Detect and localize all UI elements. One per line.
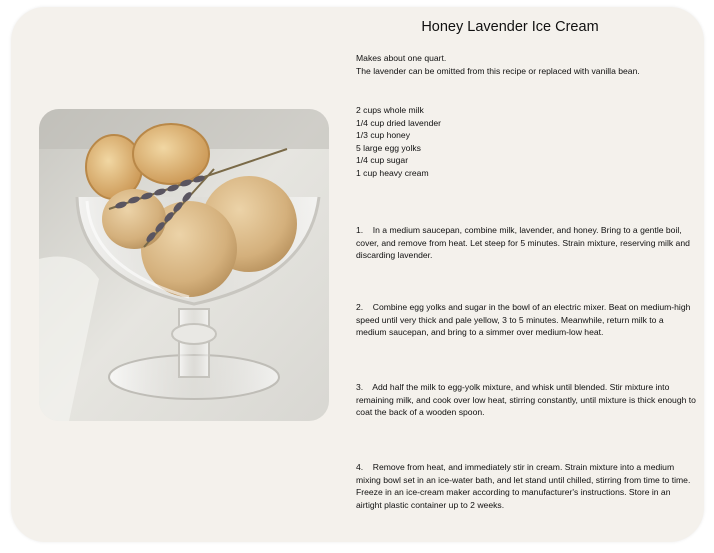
ingredient-item: 1/4 cup dried lavender: [356, 117, 442, 128]
ingredient-item: 1 cup heavy cream: [356, 167, 429, 178]
recipe-intro: [356, 52, 696, 77]
step-number: 3.: [356, 382, 364, 392]
step-text: Add half the milk to egg-yolk mixture, and whisk until blended. Stir mixture into remaining milk, and cook over low heat, stirring constantly, until mixture is thick enough to coat the back of a wooden spoon.: [356, 382, 696, 418]
instruction-step: [356, 224, 696, 262]
instruction-step: [356, 381, 696, 419]
ingredient-item: 1/4 cup sugar: [356, 155, 409, 166]
instruction-step: [356, 301, 696, 339]
step-number: 2.: [356, 302, 364, 312]
step-text: Combine egg yolks and sugar in the bowl of an electric mixer. Beat on medium-high speed until very thick and pale yellow, 3 to 5 minutes. Meanwhile, return milk to a medium saucepan, and bring to a simmer over medium-low heat.: [356, 302, 691, 338]
recipe-title: Honey Lavender Ice Cream: [421, 19, 599, 35]
ingredient-list: [356, 104, 556, 180]
ice-cream-photo: [39, 109, 329, 421]
ingredient-item: 2 cups whole milk: [356, 105, 424, 115]
step-text: Remove from heat, and immediately stir in cream. Strain mixture into a medium mixing bowl set in an ice-water bath, and let stand until chilled, stirring from time to time. Freeze in an ice-cream maker according to manufacturer's instructions. Store in an airtight plastic container up to 2 weeks.: [356, 462, 691, 510]
intro-yield: Makes about one quart.: [356, 53, 447, 63]
step-number: 4.: [356, 462, 364, 472]
instruction-step: [356, 461, 696, 511]
step-number: 1.: [356, 225, 364, 235]
step-text: In a medium saucepan, combine milk, lavender, and honey. Bring to a gentle boil, cover, and remove from heat. Let steep for 5 minutes. Strain mixture, reserving milk and discarding lavender.: [356, 225, 690, 261]
ingredient-item: 1/3 cup honey: [356, 130, 410, 141]
ingredient-item: 5 large egg yolks: [356, 142, 421, 153]
intro-note: The lavender can be omitted from this recipe or replaced with vanilla bean.: [356, 65, 640, 76]
